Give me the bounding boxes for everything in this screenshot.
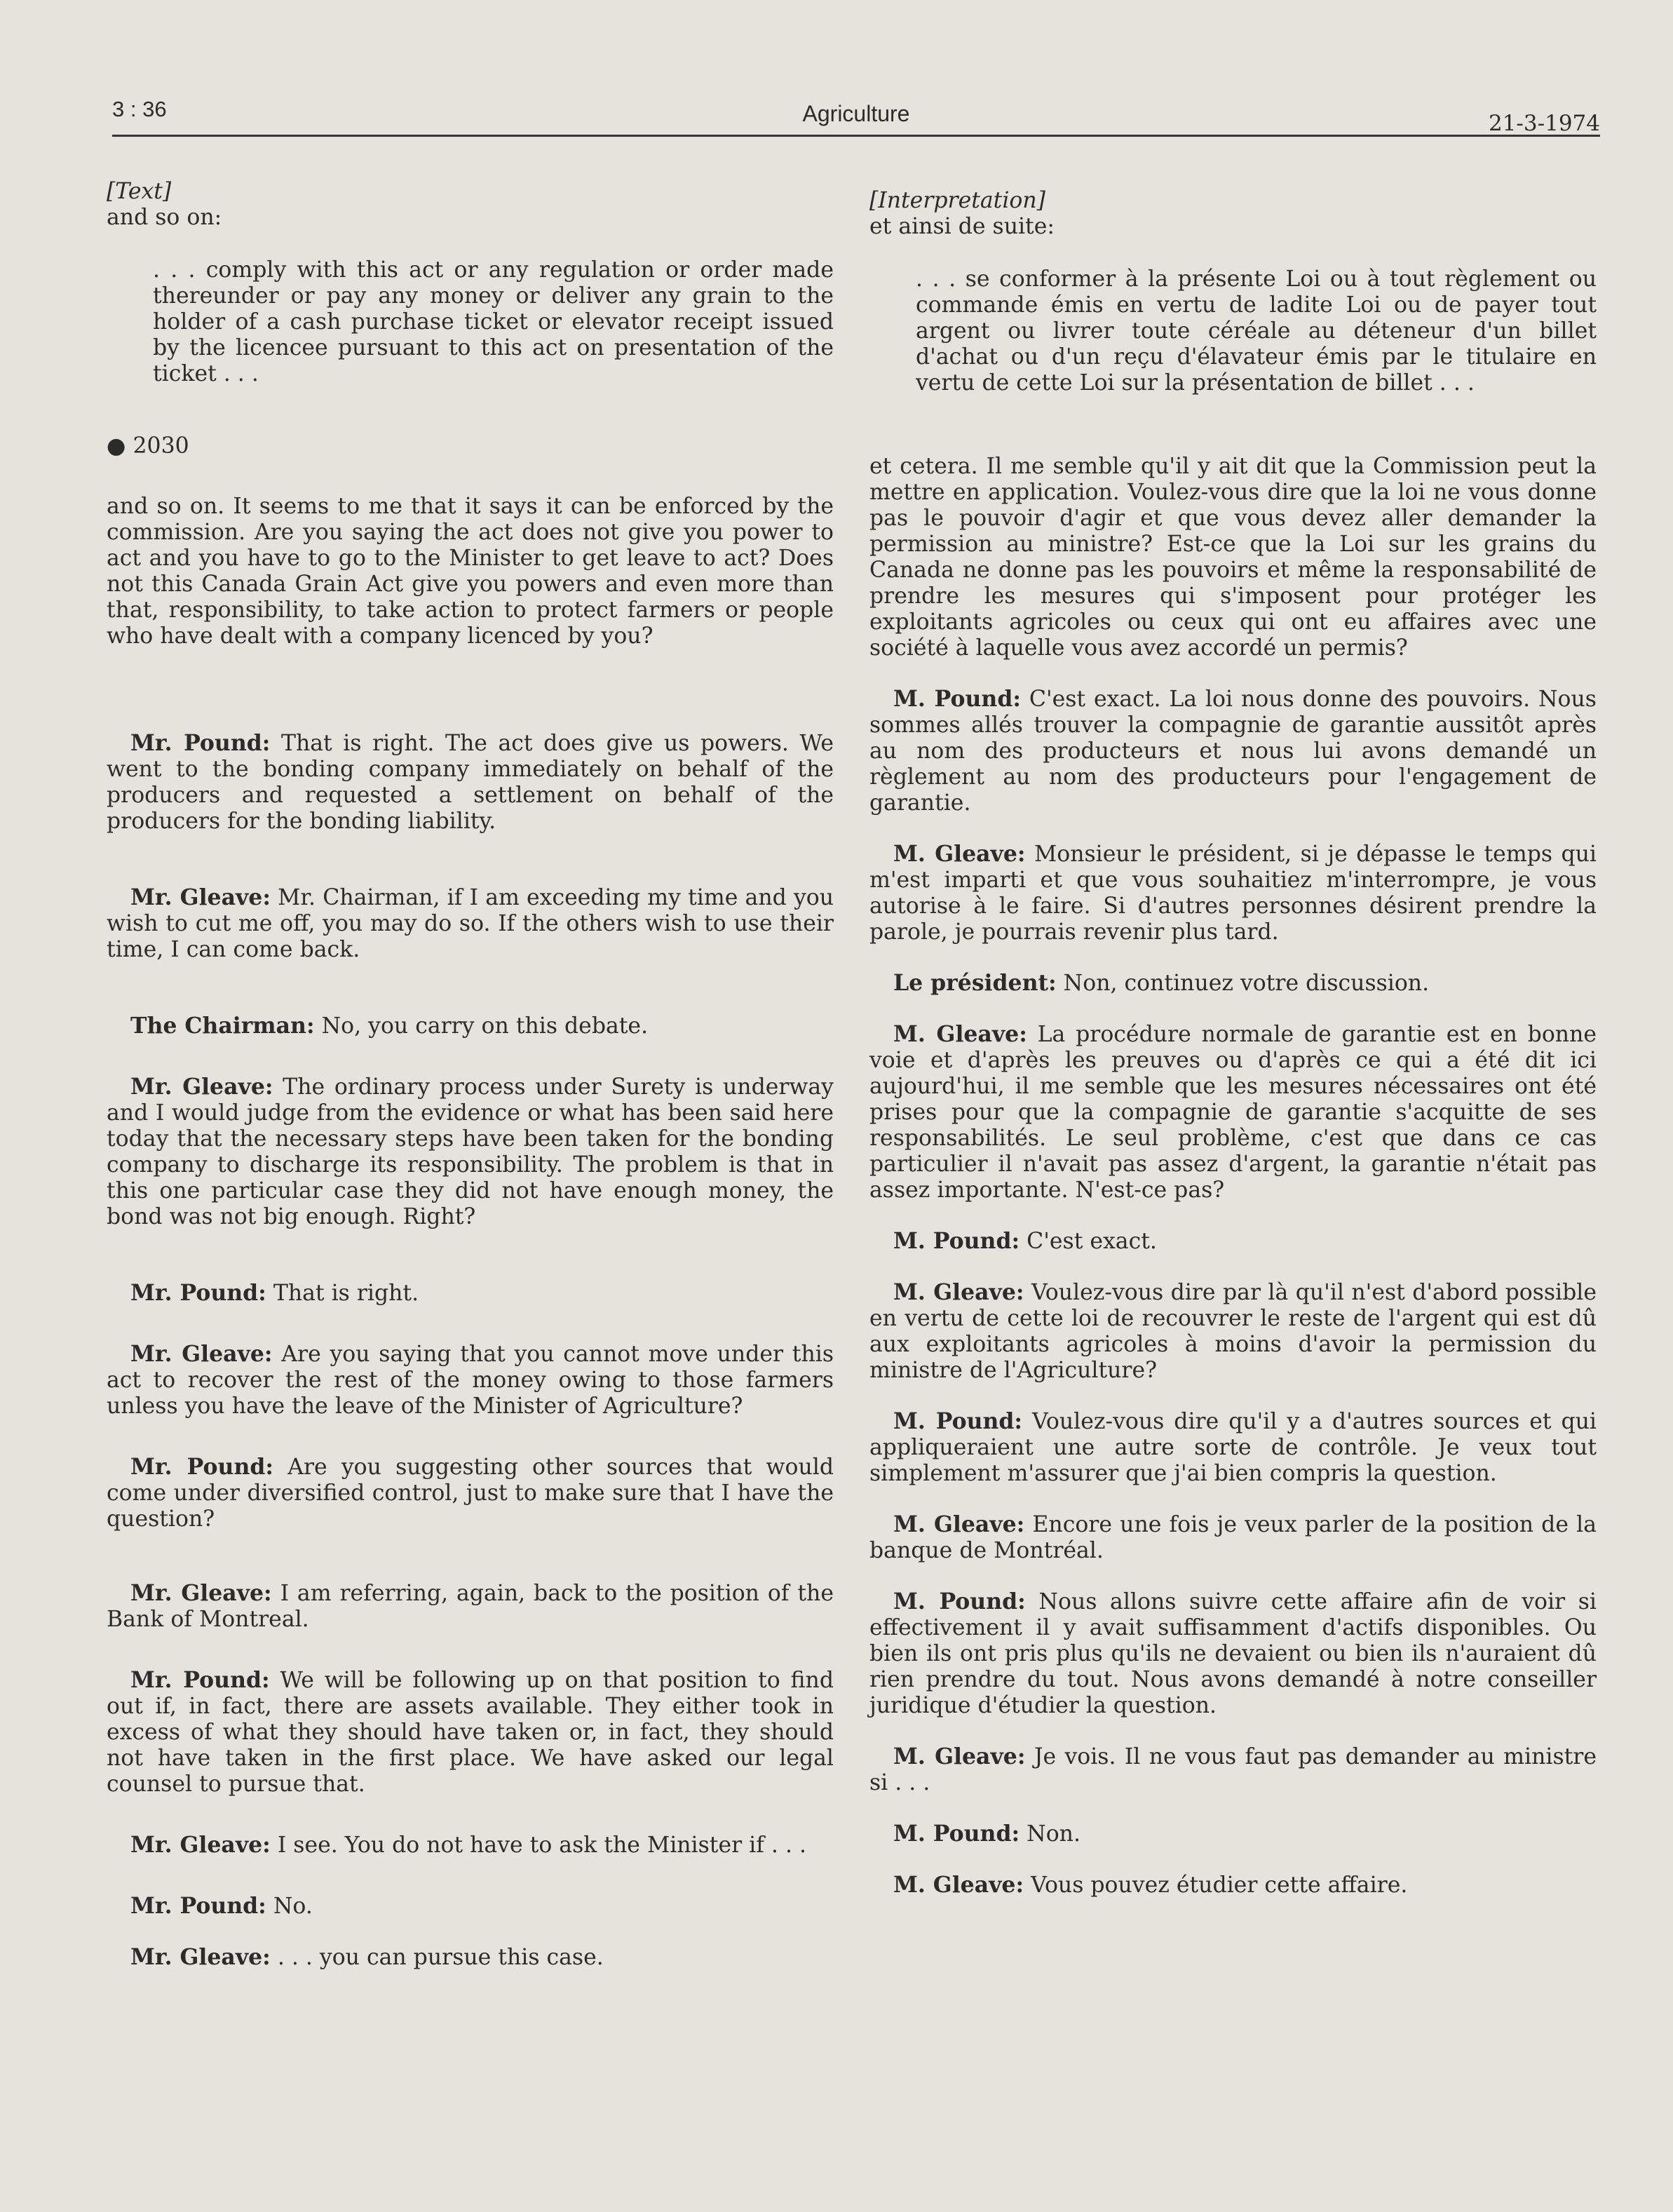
speech-paragraph <box>869 841 1597 945</box>
speaker-name: The Chairman: <box>130 1013 315 1039</box>
continuation-paragraph: et cetera. Il me semble qu'il y ait dit que la Commission peut la mettre en application. Voulez-vous dire que la loi ne vous donne pas le pouvoir d'agir et que vous devez aller demander la permission au ministre? Est-ce que la Loi sur les grains du Canada ne donne pas les pouvoirs et même la responsabilité de prendre les mesures qui s'imposent pour protéger les exploitants agricoles ou ceux qui ont eu affaires avec une société à laquelle vous avez accordé un permis? <box>869 454 1597 661</box>
speaker-name: M. Gleave: <box>893 1511 1025 1537</box>
quoted-act: . . . comply with this act or any regulation or order made thereunder or pay any money or deliver any grain to the holder of a cash purchase ticket or elevator receipt issued by the licencee pursuant to this act on presentation of the ticket . . . <box>153 257 834 386</box>
speaker-name: M. Pound: <box>893 1589 1026 1614</box>
speech-text: The ordinary process under Surety is underway and I would judge from the evidence or what has been said here today that the necessary steps have been taken for the bonding company to discharge its responsibility. The problem is that in this one particular case they did not have enough money, the bond was not big enough. Right? <box>107 1074 834 1229</box>
speech-text: . . . you can pursue this case. <box>270 1945 604 1970</box>
speech-paragraph <box>107 1944 834 1971</box>
speech-paragraph <box>869 1872 1597 1899</box>
speech-paragraph <box>869 1228 1597 1255</box>
speaker-name: M. Pound: <box>893 1821 1020 1847</box>
intro-text: et ainsi de suite: <box>869 214 1055 239</box>
speech-text: C'est exact. <box>1020 1229 1157 1254</box>
speech-text: No. <box>266 1894 313 1919</box>
speech-paragraph <box>107 1832 834 1859</box>
speech-text: Encore une fois je veux parler de la position de la banque de Montréal. <box>869 1512 1597 1563</box>
speech-text: Voulez-vous dire qu'il y a d'autres sources et qui appliqueraient une autre sorte de contrôle. Je veux tout simplement m'assurer que j'ai bien compris la question. <box>869 1409 1597 1486</box>
interpretation-label: [Interpretation] <box>869 188 1045 213</box>
speaker-name: Mr. Gleave: <box>130 1580 272 1606</box>
continuation-paragraph: and so on. It seems to me that it says it can be enforced by the commission. Are you saying the act does not give you power to act and you have to go to the Minister to get leave to act? Does not this Canada Grain Act give you powers and even more than that, responsibility, to take action to protect farmers or people who have dealt with a company licenced by you? <box>107 494 834 649</box>
speech-paragraph <box>107 884 834 963</box>
french-column <box>869 188 1597 1933</box>
speech-text: Nous allons suivre cette affaire afin de voir si effectivement il y avait suffisamment d'actifs disponibles. Ou bien ils ont pris plus qu'ils ne devaient ou bien ils n'auraient dû rien prendre du tout. Nous avons demandé à notre conseiller juridique d'étudier la question. <box>869 1589 1597 1718</box>
page-title: Agriculture <box>802 101 910 126</box>
page-number: 3 : 36 <box>112 97 167 121</box>
speaker-name: M. Pound: <box>893 686 1021 712</box>
speaker-name: Mr. Pound: <box>130 730 271 756</box>
speech-text: Mr. Chairman, if I am exceeding my time and you wish to cut me off, you may do so. If the others wish to use their time, I can come back. <box>107 885 834 962</box>
speech-text: Monsieur le président, si je dépasse le temps qui m'est imparti et que vous souhaitiez m'interrompre, je vous autorise à le faire. Si d'autres personnes désirent prendre la parole, je pourrais revenir plus tard. <box>869 842 1597 945</box>
speech-text: Vous pouvez étudier cette affaire. <box>1024 1873 1408 1898</box>
time-marker: ● 2030 <box>107 433 189 459</box>
english-column <box>107 179 834 2005</box>
speech-paragraph <box>869 686 1597 816</box>
speech-text: We will be following up on that position to find out if, in fact, there are assets available. They either took in excess of what they should have taken or, in fact, they should not have taken in the first place. We have asked our legal counsel to pursue that. <box>107 1668 834 1797</box>
speech-paragraph <box>107 1013 834 1039</box>
page-date: 21-3-1974 <box>1488 111 1600 136</box>
speech-paragraph <box>869 1408 1597 1487</box>
speech-text: Voulez-vous dire par là qu'il n'est d'abord possible en vertu de cette loi de recouvrer le reste de l'argent qui est dû aux exploitants agricoles à moins d'avoir la permission du ministre de l'Agriculture? <box>869 1280 1597 1383</box>
speaker-name: M. Pound: <box>893 1408 1023 1434</box>
speech-text: I am referring, again, back to the position of the Bank of Montreal. <box>107 1581 834 1632</box>
speech-text: Are you suggesting other sources that would come under diversified control, just to make sure that I have the question? <box>107 1455 834 1532</box>
speaker-name: M. Gleave: <box>893 1744 1026 1769</box>
speech-paragraph <box>107 1341 834 1419</box>
speaker-name: Mr. Gleave: <box>130 1074 273 1100</box>
speech-text: No, you carry on this debate. <box>314 1013 649 1039</box>
speech-paragraph <box>107 1280 834 1307</box>
speaker-name: Mr. Pound: <box>130 1667 270 1693</box>
speech-paragraph <box>869 970 1597 997</box>
speech-paragraph <box>107 730 834 835</box>
quoted-act: . . . se conformer à la présente Loi ou à tout règlement ou commande émis en vertu de ladite Loi ou de payer tout argent ou livrer toute céréale au déteneur d'un billet d'achat ou d'un reçu d'élavateur émis par le titulaire en vertu de cette Loi sur la présentation de billet . . . <box>916 267 1597 396</box>
speaker-name: Le président: <box>893 970 1057 996</box>
speaker-name: M. Gleave: <box>893 1279 1024 1305</box>
speech-text: I see. You do not have to ask the Minister if . . . <box>270 1833 806 1858</box>
speaker-name: M. Pound: <box>893 1228 1020 1254</box>
speech-text: That is right. The act does give us powers. We went to the bonding company immediately on behalf of the producers and requested a settlement on behalf of the producers for the bonding liability. <box>107 731 834 834</box>
speaker-name: M. Gleave: <box>893 1021 1027 1047</box>
speech-text: La procédure normale de garantie est en bonne voie et d'après les preuves ou d'après ce qui a été dit ici aujourd'hui, il me semble que les mesures nécessaires ont été prises pour que la compagnie de garantie s'acquitte de ses responsabilités. Le seul problème, c'est que dans ce cas particulier il n'avait pas assez d'argent, la garantie n'était pas assez importante. N'est-ce pas? <box>869 1022 1597 1203</box>
speech-text: C'est exact. La loi nous donne des pouvoirs. Nous sommes allés trouver la compagnie de garantie aussitôt après au nom des producteurs et nous lui avons demandé un règlement au nom des producteurs pour l'engagement de garantie. <box>869 687 1597 816</box>
speech-text: Non. <box>1020 1821 1081 1847</box>
speech-paragraph <box>869 1744 1597 1796</box>
speaker-name: Mr. Gleave: <box>130 1832 271 1858</box>
text-label: [Text] <box>107 179 172 204</box>
speech-paragraph <box>107 1580 834 1633</box>
speaker-name: Mr. Pound: <box>130 1280 266 1306</box>
speech-paragraph <box>869 1511 1597 1564</box>
speech-paragraph <box>869 1589 1597 1719</box>
speech-paragraph <box>107 1454 834 1532</box>
speaker-name: M. Gleave: <box>893 1872 1024 1898</box>
speech-paragraph <box>107 1074 834 1230</box>
speaker-name: M. Gleave: <box>893 841 1026 867</box>
speech-paragraph <box>869 1279 1597 1384</box>
speech-text: That is right. <box>266 1281 419 1306</box>
speech-paragraph <box>869 1821 1597 1847</box>
speaker-name: Mr. Pound: <box>130 1454 273 1480</box>
speech-text: Je vois. Il ne vous faut pas demander au ministre si . . . <box>869 1744 1597 1795</box>
page-header <box>112 91 1600 137</box>
speaker-name: Mr. Gleave: <box>130 1341 273 1367</box>
intro-text: and so on: <box>107 205 222 230</box>
speaker-name: Mr. Pound: <box>130 1893 266 1919</box>
speech-text: Are you saying that you cannot move under this act to recover the rest of the money owing to those farmers unless you have the leave of the Minister of Agriculture? <box>107 1342 834 1419</box>
speech-paragraph <box>107 1893 834 1920</box>
speaker-name: Mr. Gleave: <box>130 884 271 910</box>
speaker-name: Mr. Gleave: <box>130 1944 271 1970</box>
speech-paragraph <box>107 1667 834 1798</box>
speech-paragraph <box>869 1021 1597 1203</box>
speech-text: Non, continuez votre discussion. <box>1056 971 1430 996</box>
